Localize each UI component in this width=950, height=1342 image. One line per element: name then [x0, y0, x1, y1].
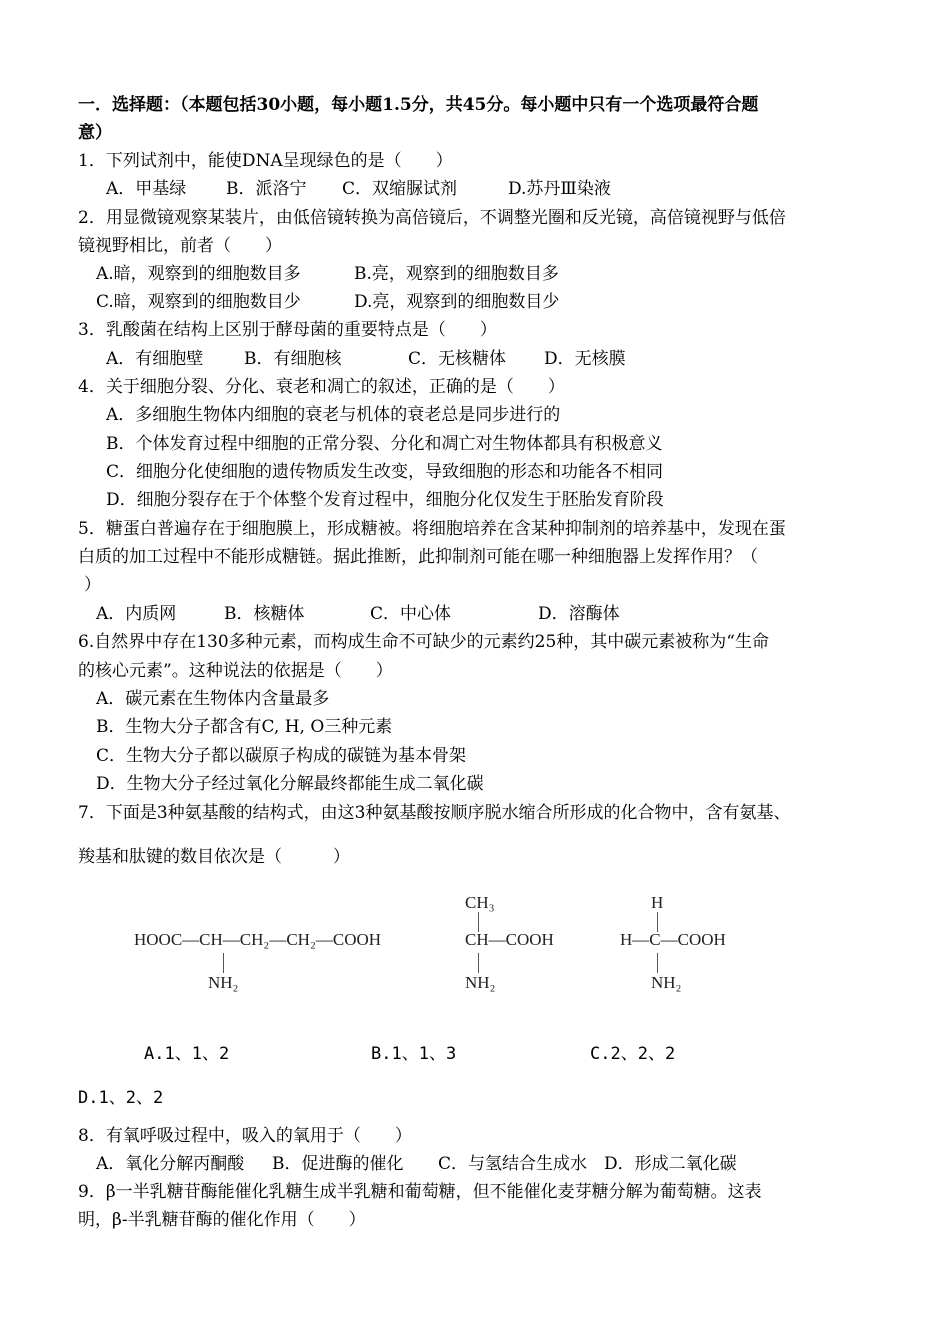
q6-option-c: C．生物大分子都以碳原子构成的碳链为基本骨架 — [96, 746, 467, 766]
q3-option-c: C．无核糖体 — [408, 349, 507, 369]
q4-stem: 4．关于细胞分裂、分化、衰老和凋亡的叙述，正确的是（ ） — [78, 377, 565, 397]
q8-option-d: D．形成二氧化碳 — [604, 1154, 737, 1174]
q5-stem-line3: ） — [84, 575, 101, 595]
q2-option-b: B.亮，观察到的细胞数目多 — [354, 264, 559, 284]
q2-option-d: D.亮，观察到的细胞数目少 — [354, 292, 560, 312]
q1-options — [106, 177, 611, 201]
structure-2-bottom: NH₂ — [465, 973, 496, 992]
q5-option-d: D．溶酶体 — [538, 604, 620, 624]
q1-option-b: B．派洛宁 — [226, 179, 307, 199]
q7-option-a: A.1、1、2 — [144, 1044, 230, 1064]
q6-option-d: D．生物大分子经过氧化分解最终都能生成二氧化碳 — [96, 774, 484, 794]
q3-stem: 3．乳酸菌在结构上区别于酵母菌的重要特点是（ ） — [78, 320, 497, 340]
q6-option-b: B．生物大分子都含有C, H, O三种元素 — [96, 717, 393, 737]
structure-1-bottom: NH₂ — [208, 973, 239, 992]
q3-option-d: D．无核膜 — [544, 349, 626, 369]
structure-3-bond-top — [657, 912, 658, 932]
q5-stem-line2: 白质的加工过程中不能形成糖链。据此推断，此抑制剂可能在哪一种细胞器上发挥作用？（ — [78, 547, 758, 567]
q3-option-a: A．有细胞壁 — [106, 349, 204, 369]
q9-stem-line1: 9．β一半乳糖苷酶能催化乳糖生成半乳糖和葡萄糖，但不能催化麦芽糖分解为葡萄糖。这表 — [78, 1182, 762, 1202]
structure-3-bond-bottom — [657, 953, 658, 973]
structure-2-bond-bottom — [478, 953, 479, 973]
structure-2-bond-top — [478, 912, 479, 932]
q5-options — [96, 602, 620, 626]
q1-stem: 1．下列试剂中，能使DNA呈现绿色的是（ ） — [78, 151, 453, 171]
q1-option-a: A．甲基绿 — [106, 179, 187, 199]
q7-options — [144, 1042, 675, 1066]
q7-stem-line1: 7．下面是3种氨基酸的结构式，由这3种氨基酸按顺序脱水缩合所形成的化合物中，含有氨基、 — [78, 803, 791, 823]
q4-option-d: D．细胞分裂存在于个体整个发育过程中，细胞分化仅发生于胚胎发育阶段 — [106, 490, 664, 510]
q8-option-b: B．促进酶的催化 — [272, 1154, 404, 1174]
q5-stem-line1: 5．糖蛋白普遍存在于细胞膜上，形成糖被。将细胞培养在含某种抑制剂的培养基中，发现在蛋 — [78, 519, 786, 539]
q9-stem-line2: 明，β-半乳糖苷酶的催化作用（ ） — [78, 1210, 366, 1230]
q5-option-c: C．中心体 — [370, 604, 452, 624]
q1-option-c: C．双缩脲试剂 — [342, 179, 458, 199]
structure-1-main: HOOC—CH—CH₂—CH₂—COOH — [134, 930, 382, 949]
q8-option-c: C．与氢结合生成水 — [438, 1154, 588, 1174]
q2-stem-line1: 2．用显微镜观察某装片，由低倍镜转换为高倍镜后，不调整光圈和反光镜，高倍镜视野与低倍 — [78, 208, 786, 228]
q7-option-b: B.1、1、3 — [371, 1044, 457, 1064]
q6-option-a: A．碳元素在生物体内含量最多 — [96, 689, 330, 709]
structure-1-bond — [223, 953, 224, 973]
q5-option-b: B．核糖体 — [224, 604, 305, 624]
q7-option-d: D.1、2、2 — [78, 1088, 164, 1108]
structure-2-main: CH—COOH — [465, 930, 554, 949]
q3-options — [106, 347, 626, 371]
q2-stem-line2: 镜视野相比，前者（ ） — [78, 236, 282, 256]
structure-3-top: H — [651, 893, 664, 912]
q3-option-b: B．有细胞核 — [244, 349, 342, 369]
section-title-line1: 一．选择题：（本题包括30小题，每小题1.5分，共45分。每小题中只有一个选项最符合题 — [78, 95, 759, 115]
q4-option-b: B．个体发育过程中细胞的正常分裂、分化和凋亡对生物体都具有积极意义 — [106, 434, 663, 454]
q4-option-a: A．多细胞生物体内细胞的衰老与机体的衰老总是同步进行的 — [106, 405, 561, 425]
q7-stem-line2: 羧基和肽键的数目依次是（ ） — [78, 847, 350, 867]
q6-stem-line2: 的核心元素”。这种说法的依据是（ ） — [78, 661, 393, 681]
q8-option-a: A．氧化分解丙酮酸 — [96, 1154, 245, 1174]
structure-3-bottom: NH₂ — [651, 973, 682, 992]
q5-option-a: A．内质网 — [96, 604, 177, 624]
q2-options-row2 — [96, 290, 559, 314]
section-title-line2: 意） — [78, 123, 112, 143]
q7-option-c: C.2、2、2 — [590, 1044, 676, 1064]
q6-stem-line1: 6.自然界中存在130多种元素，而构成生命不可缺少的元素约25种，其中碳元素被称为“生命 — [78, 632, 769, 652]
q2-option-a: A.暗，观察到的细胞数目多 — [96, 264, 301, 284]
q4-option-c: C．细胞分化使细胞的遗传物质发生改变，导致细胞的形态和功能各不相同 — [106, 462, 664, 482]
structure-3-main: H—C—COOH — [620, 930, 726, 949]
q2-options-row1 — [96, 262, 559, 286]
q8-stem: 8．有氧呼吸过程中，吸入的氧用于（ ） — [78, 1126, 412, 1146]
q2-option-c: C.暗，观察到的细胞数目少 — [96, 292, 301, 312]
structure-2-top: CH₃ — [465, 893, 495, 912]
q1-option-d: D.苏丹Ⅲ染液 — [508, 179, 611, 199]
q8-options — [96, 1152, 737, 1176]
